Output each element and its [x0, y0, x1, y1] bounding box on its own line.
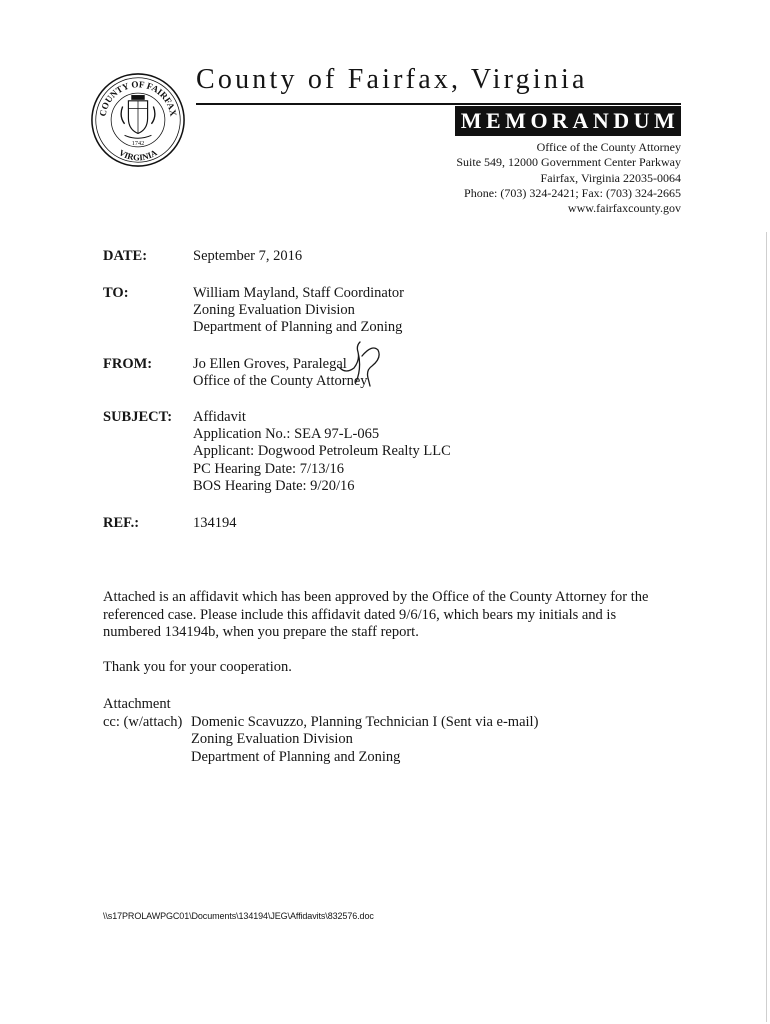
- office-website: www.fairfaxcounty.gov: [567, 201, 681, 216]
- subject-line: BOS Hearing Date: 9/20/16: [193, 477, 355, 494]
- subject-value: [193, 409, 451, 495]
- cc-line: Department of Planning and Zoning: [191, 748, 401, 765]
- office-line: Phone: (703) 324-2421; Fax: (703) 324-2665: [464, 185, 681, 200]
- to-line: Zoning Evaluation Division: [193, 302, 355, 319]
- ref-value: [193, 515, 237, 532]
- from-label: FROM:: [103, 356, 153, 372]
- cc-line: Domenic Scavuzzo, Planning Technician I (Sent via e-mail): [191, 713, 539, 730]
- body-line: numbered 134194b, when you prepare the staff report.: [103, 624, 419, 641]
- subject-line: PC Hearing Date: 7/13/16: [193, 460, 345, 477]
- initials-signature: [332, 338, 388, 388]
- office-address-block: [456, 140, 681, 216]
- cc-recipients: [191, 714, 538, 767]
- body-paragraph: [103, 589, 683, 642]
- cc-row: [103, 714, 538, 767]
- subject-line: Application No.: SEA 97-L-065: [193, 426, 380, 443]
- ref-label: REF.:: [103, 515, 140, 531]
- office-line: Office of the County Attorney: [536, 140, 681, 154]
- office-line: Fairfax, Virginia 22035-0064: [540, 170, 681, 185]
- thanks-line: Thank you for your cooperation.: [103, 659, 292, 675]
- svg-text:VIRGINIA: [117, 147, 159, 162]
- thanks-paragraph: [103, 659, 683, 677]
- to-line: William Mayland, Staff Coordinator: [193, 285, 404, 301]
- body-line: Attached is an affidavit which has been approved by the Office of the County Attorney for the: [103, 589, 649, 605]
- seal-year: 1742: [131, 139, 145, 147]
- subject-label: SUBJECT:: [103, 409, 173, 425]
- date-value: [193, 248, 302, 265]
- office-line: Suite 549, 12000 Government Center Parkway: [456, 155, 681, 170]
- ref-line: 134194: [193, 515, 237, 531]
- memorandum-banner: MEMORANDUM: [455, 106, 681, 136]
- scan-edge-line: [766, 232, 767, 1022]
- to-line: Department of Planning and Zoning: [193, 319, 403, 336]
- attachment-block: [103, 696, 538, 766]
- county-title: County of Fairfax, Virginia: [196, 64, 588, 95]
- document-file-path: \\s17PROLAWPGC01\Documents\134194\JEG\Affidavits\832576.doc: [103, 911, 374, 921]
- seal-bottom-text: VIRGINIA: [117, 147, 159, 163]
- header-rule: [196, 103, 681, 105]
- attachment-label: Attachment: [103, 696, 171, 712]
- subject-line: Affidavit: [193, 409, 246, 425]
- from-line: Office of the County Attorney: [193, 373, 368, 390]
- seal-top-text: COUNTY OF FAIRFAX: [97, 79, 179, 118]
- to-label: TO:: [103, 285, 129, 301]
- body-line: referenced case. Please include this affidavit dated 9/6/16, which bears my initials and is: [103, 606, 617, 623]
- subject-line: Applicant: Dogwood Petroleum Realty LLC: [193, 443, 451, 460]
- cc-line: Zoning Evaluation Division: [191, 731, 353, 748]
- date-label: DATE:: [103, 248, 148, 264]
- from-line: Jo Ellen Groves, Paralegal: [193, 356, 347, 372]
- to-value: [193, 285, 404, 337]
- date-line: September 7, 2016: [193, 248, 303, 264]
- county-seal: [90, 72, 186, 168]
- cc-label: cc: (w/attach): [103, 713, 183, 730]
